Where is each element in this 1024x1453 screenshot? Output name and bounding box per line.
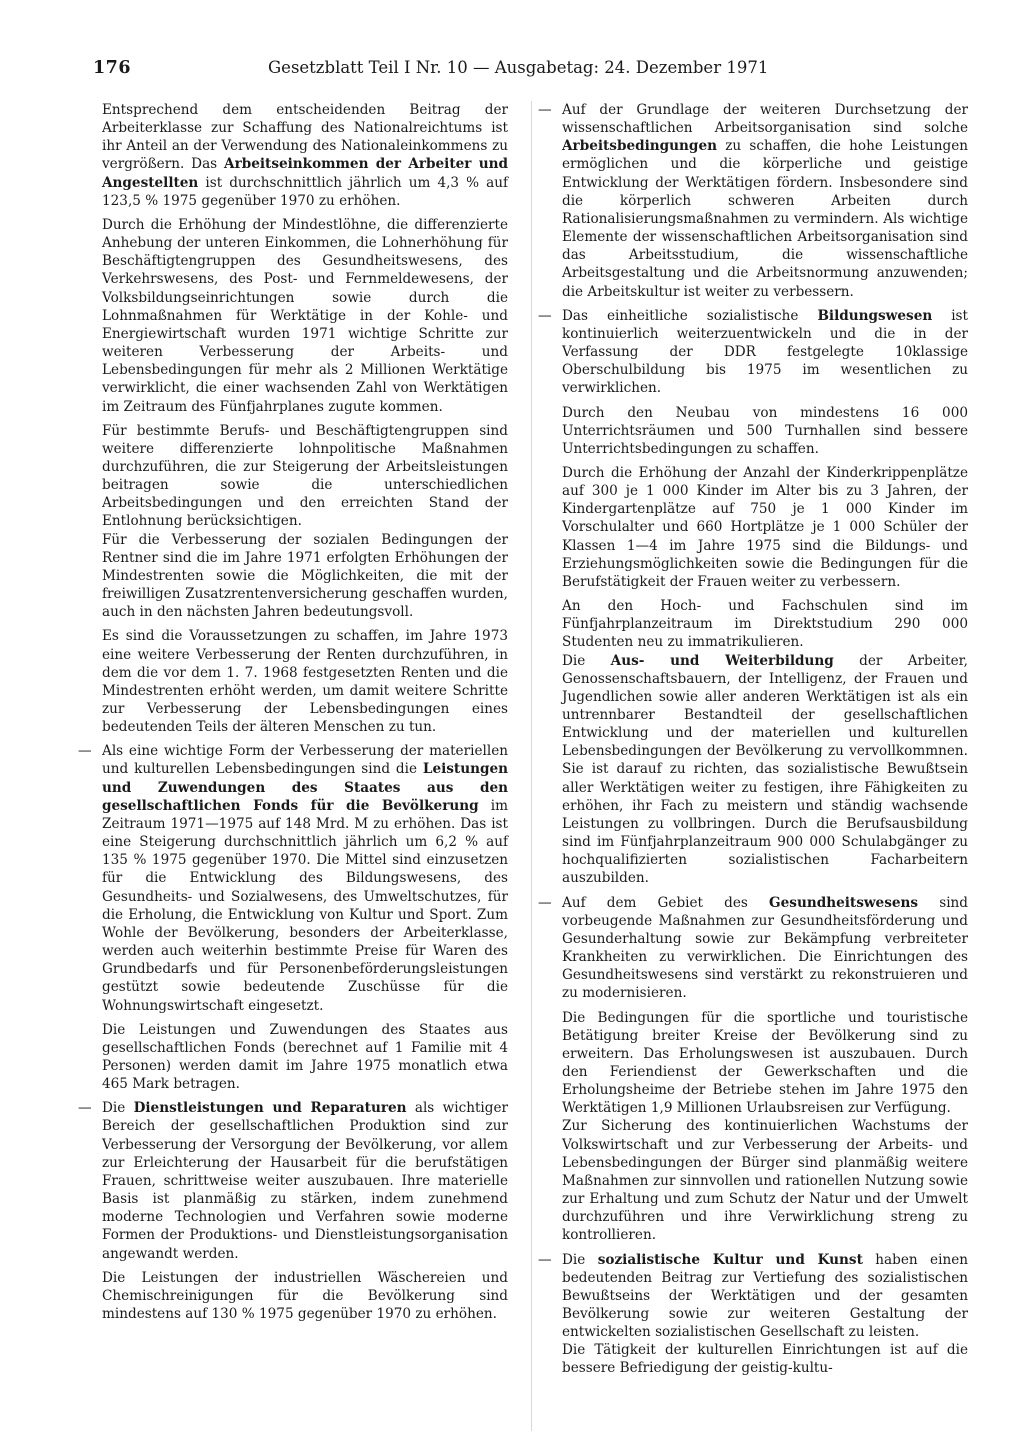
paragraph: Es sind die Voraussetzungen zu schaffen, im Jahre 1973 eine weitere Verbesserung der Renten durchzuführen, in dem die vor dem 1. 7. 1968 festgesetzten Renten und die Mindestrenten erhöht werden, um damit weitere Schritte zur Verbesserung der Lebensbedingungen eines bedeutenden Teils der älteren Menschen zu tun. [102, 628, 508, 736]
column-divider [531, 101, 532, 1431]
paragraph: Durch die Erhöhung der Mindestlöhne, die differenzierte Anhebung der unteren Einkommen, die Lohnerhöhung für Beschäftigtengruppen des Gesundheitswesens, des Verkehrswesens, des Post- und Fernmeldewesens, der Volksbildungseinrichtungen sowie durch die Lohnmaßnahmen für Werktätige in der Kohle- und Energiewirtschaft wurden 1971 wichtige Schritte zur weiteren Verbesserung der Arbeits- und Lebensbedingungen für mehr als 2 Millionen Werktätige verwirklicht, die einer wachsenden Zahl von Werktätigen im Zeitraum des Fünfjahrplanes zugute kommen. [102, 216, 508, 415]
emphasis: Arbeitseinkommen der Arbeiter und Angestellten [102, 156, 508, 191]
paragraph: An den Hoch- und Fachschulen sind im Fünfjahrplanzeitraum im Direktstudium 290 000 Studenten neu zu immatrikulieren. [562, 598, 968, 651]
bullet-dash: — [78, 743, 92, 760]
paragraph: Durch die Erhöhung der Anzahl der Kinderkrippenplätze auf 300 je 1 000 Kinder im Alter bis zu 3 Jahren, der Kindergartenplätze auf 750 je 1 000 Kinder im Vorschulalter und 660 Hortplätze je 1 000 Schüler der Klassen 1—4 im Jahre 1975 sind die Bildungs- und Erziehungsmöglichkeiten sowie die Bedingungen für die Berufstätigkeit der Frauen weiter zu verbessern. [562, 464, 968, 590]
left-column [78, 101, 509, 1323]
paragraph: Die Leistungen und Zuwendungen des Staates aus gesellschaftlichen Fonds (berechnet auf 1 Familie mit 4 Personen) werden damit im Jahre 1975 monatlich etwa 465 Mark betragen. [102, 1021, 508, 1093]
list-item [78, 1099, 508, 1323]
emphasis: sozialistische Kultur und Kunst [597, 1251, 863, 1268]
paragraph: Die Bedingungen für die sportliche und touristische Betätigung breiter Kreise der Bevölkerung sind zu erweitern. Das Erholungswesen ist auszubauen. Durch den Feriendienst der Gewerkschaften und die Erholungsheime der Betriebe stehen im Jahre 1975 den Werktätigen 1,9 Millionen Urlaubsreisen zur Verfügung. [562, 1009, 968, 1117]
emphasis: Gesundheitswesens [769, 894, 919, 911]
list-item [538, 101, 968, 301]
paragraph: Als eine wichtige Form der Verbesserung der materiellen und kulturellen Lebensbedingungen sind die Leistungen und Zuwendungen des Staates aus den gesellschaftlichen Fonds für die Bevölkerung im Zeitraum 1971—1975 auf 148 Mrd. M zu erhöhen. Das ist eine Steigerung durchschnittlich jährlich um 6,2 % auf 135 % 1975 gegenüber 1970. Die Mittel sind einzusetzen für die Entwicklung des Bildungswesens, des Gesundheits- und Sozialwesens, des Umweltschutzes, für die Erholung, die Entwicklung von Kultur und Sport. Zum Wohle der Bevölkerung, besonders der Arbeiterklasse, werden auch weiterhin bestimmte Preise für Waren des Grundbedarfs und für Personenbeförderungsleistungen gestützt sowie bedeutende Zuschüsse für die Wohnungswirtschaft eingesetzt. [102, 743, 509, 1014]
list-item [538, 894, 968, 1245]
emphasis: Dienstleistungen und Reparaturen [133, 1100, 407, 1117]
bullet-dash: — [538, 894, 552, 911]
paragraph: Auf dem Gebiet des Gesundheitswesens sind vorbeugende Maßnahmen zur Gesundheitsförderung und Gesunderhaltung sowie zur Bekämpfung verbreiteter Krankheiten zu verwirklichen. Die Einrichtungen des Gesundheitswesens sind verstärkt zu rekonstruieren und zu modernisieren. [562, 894, 968, 1002]
bullet-dash: — [78, 1100, 92, 1117]
list-item [538, 307, 968, 888]
paragraph: Die Tätigkeit der kulturellen Einrichtungen ist auf die bessere Befriedigung der geistig-kultu- [562, 1342, 968, 1377]
paragraph: Die Leistungen der industriellen Wäschereien und Chemischreinigungen für die Bevölkerung sind mindestens auf 130 % 1975 gegenüber 1970 zu erhöhen. [102, 1269, 508, 1322]
paragraph: Auf der Grundlage der weiteren Durchsetzung der wissenschaftlichen Arbeitsorganisation sind solche Arbeitsbedingungen zu schaffen, die hohe Leistungen ermöglichen und die körperliche und geistige Entwicklung der Werktätigen fördern. Insbesondere sind die körperlich schweren Arbeiten durch Rationalisierungsmaßnahmen zu vermindern. Als wichtige Elemente der wissenschaftlichen Arbeitsorganisation sind das Arbeitsstudium, die wissenschaftliche Arbeitsgestaltung und die Arbeitsnormung anzuwenden; die Arbeitskultur ist weiter zu verbessern. [562, 102, 968, 300]
paragraph: Die Dienstleistungen und Reparaturen als wichtiger Bereich der gesellschaftlichen Produktion sind zur Verbesserung der Versorgung der Bevölkerung, vor allem zur Erleichterung der Hausarbeit für die berufstätigen Frauen, schrittweise weiter auszubauen. Ihre materielle Basis ist planmäßig zu stärken, indem zunehmend moderne Technologien und Verfahren sowie moderne Formen der Produktions- und Dienstleistungsorganisation angewandt werden. [102, 1100, 508, 1262]
emphasis: Leistungen und Zuwendungen des Staates aus den gesellschaftlichen Fonds für die Bevölkerung [102, 761, 508, 814]
running-title: Gesetzblatt Teil I Nr. 10 — Ausgabetag: 24. Dezember 1971 [268, 58, 769, 77]
emphasis: Bildungswesen [817, 307, 933, 324]
paragraph: Entsprechend dem entscheidenden Beitrag der Arbeiterklasse zur Schaffung des Nationalreichtums ist ihr Anteil an der Verwendung des Nationaleinkommens zu vergrößern. Das Arbeitseinkommen der Arbeiter und Angestellten ist durchschnittlich jährlich um 4,3 % auf 123,5 % 1975 gegenüber 1970 zu erhöhen. [102, 102, 508, 209]
list-item [78, 742, 509, 1093]
bullet-dash: — [538, 102, 552, 118]
bullet-dash: — [538, 307, 552, 324]
emphasis: Arbeitsbedingungen [562, 138, 717, 155]
list-item [538, 1251, 969, 1378]
paragraph: Durch den Neubau von mindestens 16 000 Unterrichtsräumen und 500 Turnhallen sind bessere Unterrichtsbedingungen zu schaffen. [562, 404, 968, 457]
paragraph: Die Aus- und Weiterbildung der Arbeiter, Genossenschaftsbauern, der Intelligenz, der Frauen und Jugendlichen sowie aller anderen Werktätigen ist als ein untrennbarer Bestandteil der gesellschaftlichen Entwicklung und der materiellen und kulturellen Lebensbedingungen der Bevölkerung zu vervollkommnen. Sie ist darauf zu richten, das sozialistische Bewußtsein aller Werktätigen weiter zu festigen, ihre Fähigkeiten zu erhöhen, ihr Fach zu meistern und ständig wachsende Leistungen zu vollbringen. Durch die Berufsausbildung sind im Fünfjahrplanzeitraum 900 000 Schulabgänger zu hochqualifizierten sozialistischen Facharbeitern auszubilden. [562, 652, 968, 887]
right-column [538, 101, 969, 1378]
page-header [0, 58, 1024, 82]
emphasis: Aus- und Weiterbildung [610, 652, 834, 669]
paragraph: Für bestimmte Berufs- und Beschäftigtengruppen sind weitere differenzierte lohnpolitische Maßnahmen durchzuführen, die zur Steigerung der Arbeitsleistungen beitragen sowie die unterschiedlichen Arbeitsbedingungen und den erreichten Stand der Entlohnung berücksichtigen. [102, 422, 508, 530]
paragraph: Die sozialistische Kultur und Kunst haben einen bedeutenden Beitrag zur Vertiefung des sozialistischen Bewußtseins der Werktätigen und der gesamten Bevölkerung sowie zur weiteren Gestaltung der entwickelten sozialistischen Gesellschaft zu leisten. [562, 1251, 969, 1341]
page-number: 176 [93, 58, 132, 78]
paragraph: Zur Sicherung des kontinuierlichen Wachstums der Volkswirtschaft und zur Verbesserung der Arbeits- und Lebensbedingungen der Bürger sind planmäßig weitere Maßnahmen zur sinnvollen und rationellen Nutzung sowie zur Erhaltung und zum Schutz der Natur und der Umwelt durchzuführen und ihre Verwirklichung streng zu kontrollieren. [562, 1118, 968, 1244]
bullet-dash: — [538, 1251, 552, 1268]
paragraph: Das einheitliche sozialistische Bildungswesen ist kontinuierlich weiterzuentwickeln und die in der Verfassung der DDR festgelegte 10klassige Oberschulbildung bis 1975 im wesentlichen zu verwirklichen. [562, 307, 968, 397]
paragraph: Für die Verbesserung der sozialen Bedingungen der Rentner sind die im Jahre 1971 erfolgten Erhöhungen der Mindestrenten sowie die Möglichkeiten, die mit der freiwilligen Zusatzrentenversicherung geschaffen wurden, auch in den nächsten Jahren bedeutungsvoll. [102, 531, 508, 621]
